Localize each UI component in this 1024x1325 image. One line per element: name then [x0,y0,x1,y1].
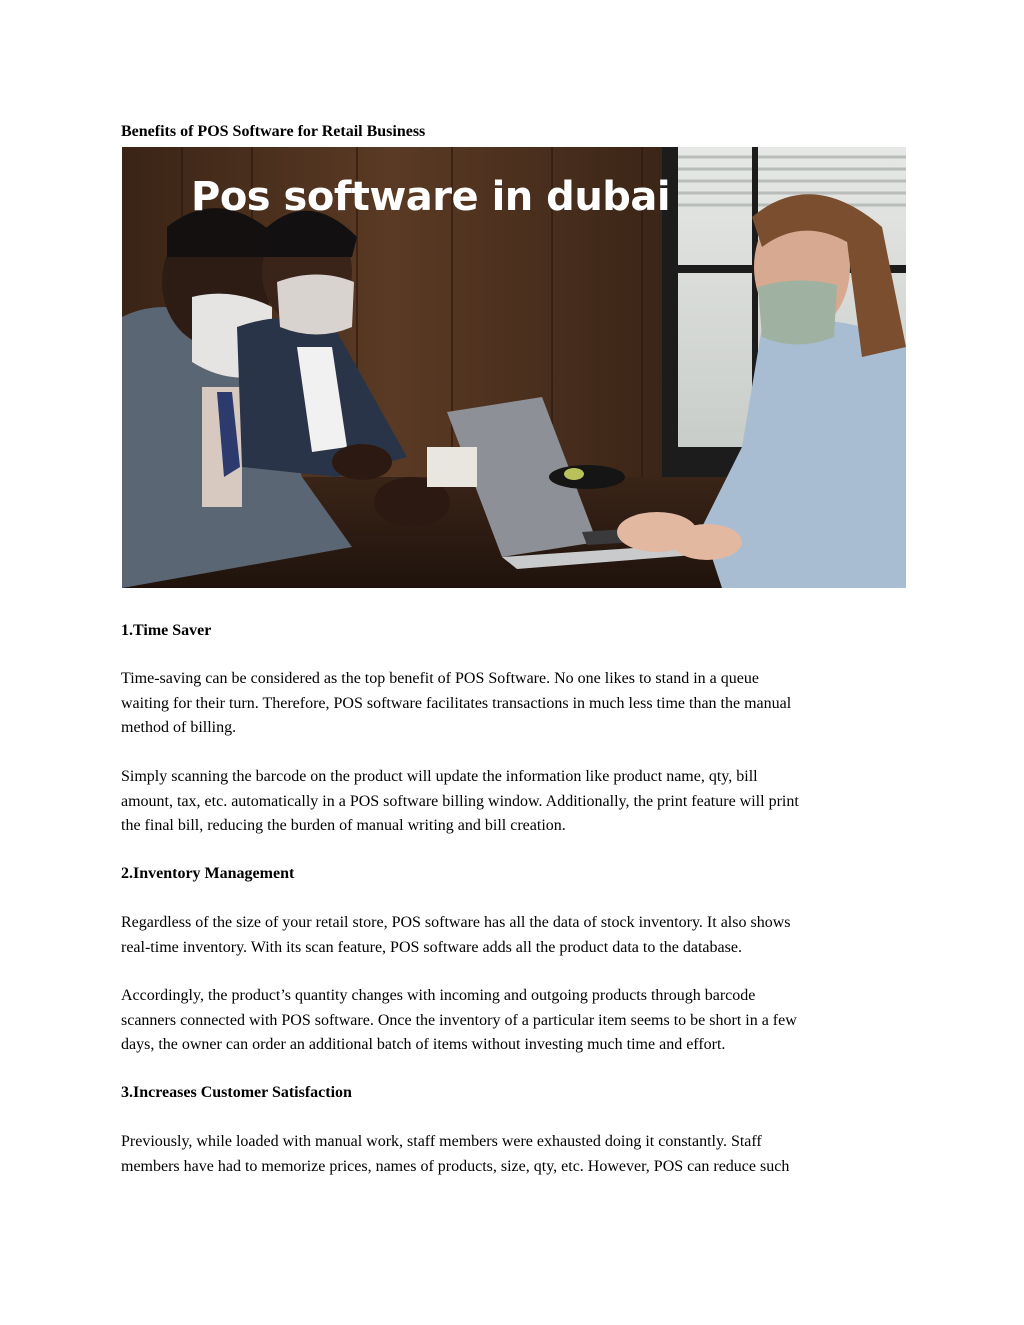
text-line: the final bill, reducing the burden of manual writing and bill creation. [121,817,566,834]
paragraph [121,765,921,839]
section-heading-inventory-management: 2.Inventory Management [121,865,295,882]
text-line: amount, tax, etc. automatically in a POS software billing window. Additionally, the print feature will print [121,792,799,810]
text-line: real-time inventory. With its scan feature, POS software adds all the product data to the database. [121,938,742,956]
text-line: method of billing. [121,719,237,736]
text-line: days, the owner can order an additional batch of items without investing much time and effort. [121,1036,726,1053]
paragraph [121,667,921,741]
document-title: Benefits of POS Software for Retail Business [121,123,426,140]
text-line: Previously, while loaded with manual work, staff members were exhausted doing it constantly. Staff [121,1133,762,1150]
section-heading-customer-satisfaction: 3.Increases Customer Satisfaction [121,1084,352,1101]
text-line: scanners connected with POS software. Once the inventory of a particular item seems to be short in a few [121,1011,797,1029]
paragraph [121,984,921,1058]
hero-caption: Pos software in dubai [191,174,671,220]
text-line: Simply scanning the barcode on the product will update the information like product name, qty, bill [121,768,758,785]
text-line: members have had to memorize prices, names of products, size, qty, etc. However, POS can reduce such [121,1157,790,1175]
paragraph [121,1130,921,1179]
hero-image [122,147,906,588]
paragraph [121,911,921,960]
text-line: Regardless of the size of your retail store, POS software has all the data of stock inventory. It also shows [121,914,791,931]
text-line: Time-saving can be considered as the top benefit of POS Software. No one likes to stand in a queue [121,670,759,687]
text-line: waiting for their turn. Therefore, POS software facilitates transactions in much less time than the manual [121,694,792,712]
section-heading-time-saver: 1.Time Saver [121,622,212,639]
text-line: Accordingly, the product’s quantity changes with incoming and outgoing products through barcode [121,987,756,1004]
